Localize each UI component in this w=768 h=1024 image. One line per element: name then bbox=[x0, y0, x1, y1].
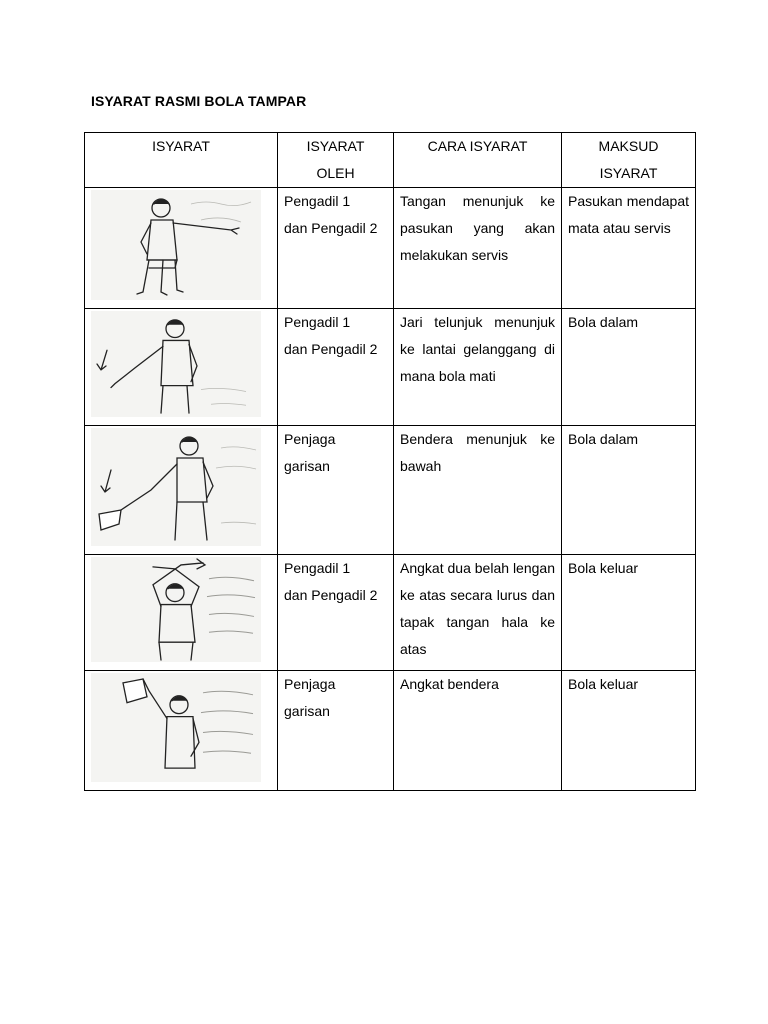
referee-pointing-floor-illustration bbox=[91, 311, 261, 417]
header-isyarat-oleh: ISYARAT OLEH bbox=[278, 133, 394, 188]
referee-pointing-team-illustration bbox=[91, 190, 261, 300]
signal-meaning-cell: Bola dalam bbox=[562, 309, 696, 426]
signal-by-cell: Penjaga garisan bbox=[278, 426, 394, 555]
signal-meaning-cell: Bola dalam bbox=[562, 426, 696, 555]
signal-method-cell: Bendera menunjuk ke bawah bbox=[394, 426, 562, 555]
signal-image-cell bbox=[85, 188, 278, 309]
signal-meaning-cell: Pasukan mendapat mata atau servis bbox=[562, 188, 696, 309]
linesman-flag-down-illustration bbox=[91, 428, 261, 546]
signal-image-cell bbox=[85, 555, 278, 671]
header-cara-isyarat: CARA ISYARAT bbox=[394, 133, 562, 188]
document-title: ISYARAT RASMI BOLA TAMPAR bbox=[91, 93, 307, 109]
table-row bbox=[85, 671, 696, 791]
signal-by-cell: Pengadil 1 dan Pengadil 2 bbox=[278, 188, 394, 309]
table-header-row bbox=[85, 133, 696, 188]
signal-by-cell: Pengadil 1 dan Pengadil 2 bbox=[278, 309, 394, 426]
linesman-flag-raised-illustration bbox=[91, 673, 261, 782]
table-row bbox=[85, 426, 696, 555]
signal-meaning-cell: Bola keluar bbox=[562, 555, 696, 671]
signal-method-cell: Angkat bendera bbox=[394, 671, 562, 791]
table-row bbox=[85, 188, 696, 309]
signal-by-cell: Pengadil 1 dan Pengadil 2 bbox=[278, 555, 394, 671]
signal-method-cell: Tangan menunjuk ke pasukan yang akan melakukan servis bbox=[394, 188, 562, 309]
table-row bbox=[85, 555, 696, 671]
header-maksud-isyarat: MAKSUD ISYARAT bbox=[562, 133, 696, 188]
signal-meaning-cell: Bola keluar bbox=[562, 671, 696, 791]
signal-by-cell: Penjaga garisan bbox=[278, 671, 394, 791]
signal-method-cell: Jari telunjuk menunjuk ke lantai gelanggang di mana bola mati bbox=[394, 309, 562, 426]
header-isyarat: ISYARAT bbox=[85, 133, 278, 188]
signal-method-cell: Angkat dua belah lengan ke atas secara lurus dan tapak tangan hala ke atas bbox=[394, 555, 562, 671]
signal-image-cell bbox=[85, 309, 278, 426]
signals-table bbox=[84, 132, 696, 791]
table-row bbox=[85, 309, 696, 426]
referee-arms-raised-illustration bbox=[91, 557, 261, 662]
signal-image-cell bbox=[85, 426, 278, 555]
signal-image-cell bbox=[85, 671, 278, 791]
